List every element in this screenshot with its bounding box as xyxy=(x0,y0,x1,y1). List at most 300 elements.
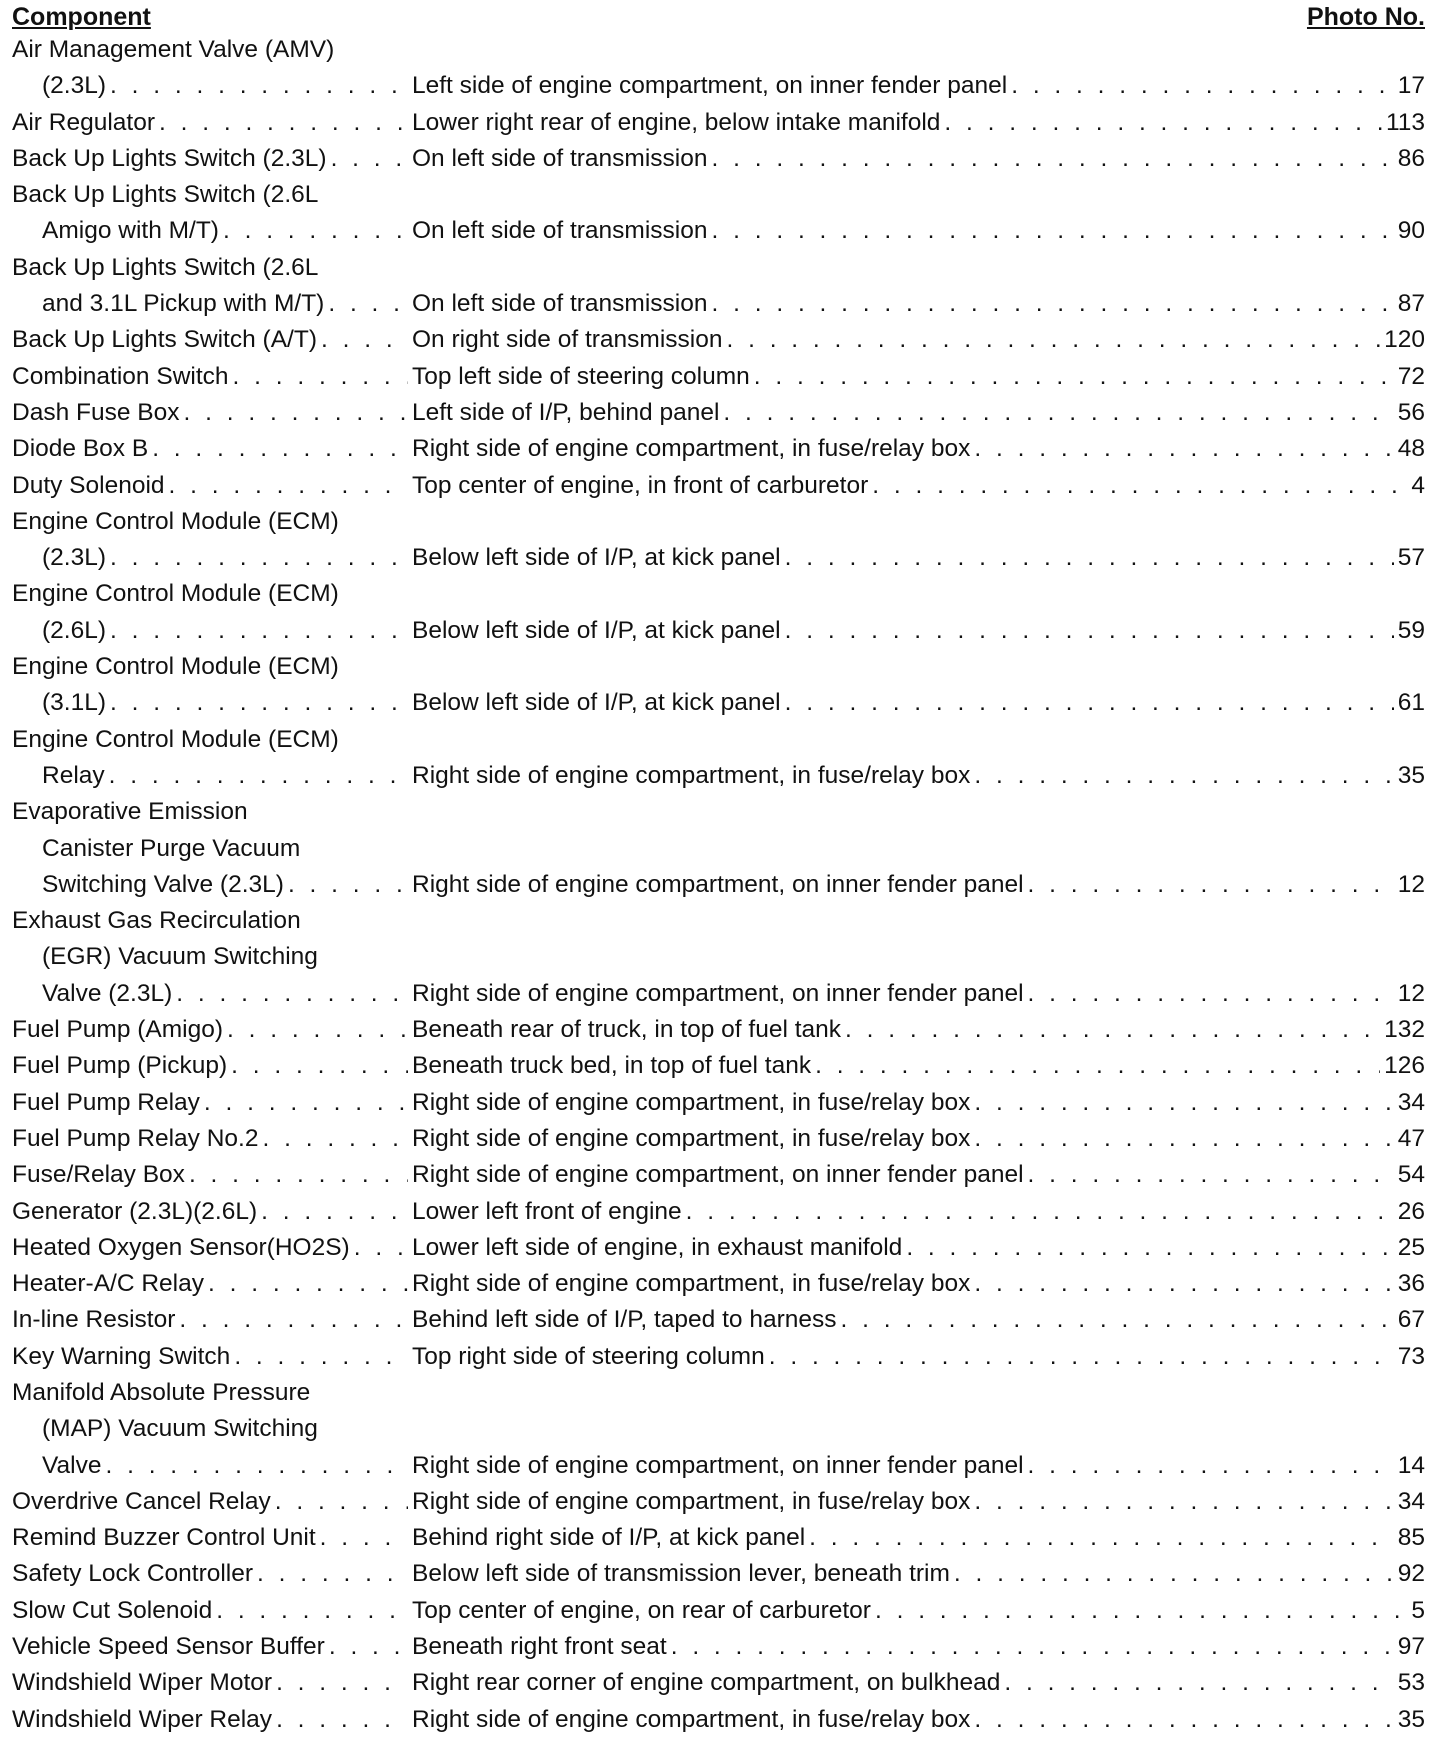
component-name: Back Up Lights Switch (2.6L xyxy=(12,253,319,281)
list-item xyxy=(12,250,1425,286)
photo-number: 73 xyxy=(1397,1342,1425,1370)
dot-leader xyxy=(1028,1157,1394,1193)
list-item xyxy=(12,1012,1425,1048)
dot-leader xyxy=(262,1121,408,1157)
photo-number: 34 xyxy=(1397,1088,1425,1116)
table-header xyxy=(12,0,1425,32)
list-item xyxy=(12,613,1425,649)
component-name: Generator (2.3L)(2.6L) xyxy=(12,1197,258,1225)
photo-number: 90 xyxy=(1397,217,1425,245)
dot-leader xyxy=(906,1230,1393,1266)
component-location-list xyxy=(12,32,1425,1738)
location-text: Below left side of I/P, at kick panel xyxy=(412,544,781,572)
location-text: Beneath rear of truck, in top of fuel tank xyxy=(412,1016,842,1044)
component-cell xyxy=(12,576,412,612)
list-item xyxy=(12,213,1425,249)
list-item xyxy=(12,1302,1425,1338)
component-cell xyxy=(12,649,412,685)
component-name: Evaporative Emission xyxy=(12,798,248,826)
component-name: Slow Cut Solenoid xyxy=(12,1596,213,1624)
location-text: Beneath right front seat xyxy=(412,1633,667,1661)
location-cell xyxy=(412,286,1425,322)
location-cell xyxy=(412,359,1425,395)
component-cell xyxy=(12,1157,412,1193)
dot-leader xyxy=(159,105,408,141)
location-text: Below left side of I/P, at kick panel xyxy=(412,616,781,644)
dot-leader xyxy=(176,976,408,1012)
component-cell xyxy=(12,1266,412,1302)
list-item xyxy=(12,177,1425,213)
dot-leader xyxy=(276,1665,408,1701)
location-text: Left side of engine compartment, on inner fender panel xyxy=(412,72,1008,100)
component-name: Fuel Pump Relay xyxy=(12,1088,200,1116)
dot-leader xyxy=(841,1302,1394,1338)
dot-leader xyxy=(169,468,408,504)
location-cell xyxy=(412,1266,1425,1302)
dot-leader xyxy=(328,286,408,322)
photo-number: 54 xyxy=(1397,1161,1425,1189)
component-cell xyxy=(12,1048,412,1084)
photo-number: 35 xyxy=(1397,1705,1425,1733)
photo-number: 12 xyxy=(1397,870,1425,898)
component-cell xyxy=(12,105,412,141)
location-text: Behind left side of I/P, taped to harness xyxy=(412,1306,837,1334)
component-cell xyxy=(12,1556,412,1592)
component-name: and 3.1L Pickup with M/T) xyxy=(42,290,325,318)
component-name: Engine Control Module (ECM) xyxy=(12,725,339,753)
component-cell xyxy=(12,1629,412,1665)
list-item xyxy=(12,685,1425,721)
location-cell xyxy=(412,1629,1425,1665)
location-text: Right side of engine compartment, in fuse/relay box xyxy=(412,1270,971,1298)
dot-leader xyxy=(1028,976,1394,1012)
dot-leader xyxy=(216,1593,408,1629)
photo-number: 61 xyxy=(1397,689,1425,717)
component-name: Canister Purge Vacuum xyxy=(42,834,301,862)
dot-leader xyxy=(711,141,1393,177)
location-cell xyxy=(412,1702,1425,1738)
list-item xyxy=(12,1665,1425,1701)
photo-number: 26 xyxy=(1397,1197,1425,1225)
location-text: Below left side of transmission lever, beneath trim xyxy=(412,1560,950,1588)
component-name: Fuel Pump Relay No.2 xyxy=(12,1124,259,1152)
list-item xyxy=(12,1593,1425,1629)
dot-leader xyxy=(974,758,1393,794)
dot-leader xyxy=(227,1012,408,1048)
component-name: Fuel Pump (Amigo) xyxy=(12,1016,224,1044)
dot-leader xyxy=(105,1448,408,1484)
photo-number: 12 xyxy=(1397,979,1425,1007)
list-item xyxy=(12,32,1425,68)
component-name: Fuse/Relay Box xyxy=(12,1161,185,1189)
photo-number: 57 xyxy=(1397,544,1425,572)
component-cell xyxy=(12,141,412,177)
component-cell xyxy=(12,540,412,576)
photo-number: 4 xyxy=(1411,471,1425,499)
component-cell xyxy=(12,395,412,431)
list-item xyxy=(12,831,1425,867)
component-name: In-line Resistor xyxy=(12,1306,176,1334)
dot-leader xyxy=(954,1556,1394,1592)
photo-number: 59 xyxy=(1397,616,1425,644)
photo-number: 113 xyxy=(1385,108,1425,136)
location-text: Lower left front of engine xyxy=(412,1197,682,1225)
photo-number: 132 xyxy=(1384,1016,1425,1044)
dot-leader xyxy=(234,1339,408,1375)
component-name: (2.3L) xyxy=(42,544,107,572)
component-name: Relay xyxy=(42,761,105,789)
location-cell xyxy=(412,1448,1425,1484)
component-cell xyxy=(12,685,412,721)
component-cell xyxy=(12,1702,412,1738)
component-cell xyxy=(12,1121,412,1157)
location-text: Right side of engine compartment, in fuse/relay box xyxy=(412,1124,971,1152)
component-name: Back Up Lights Switch (2.3L) xyxy=(12,144,327,172)
component-name: Duty Solenoid xyxy=(12,471,165,499)
location-cell xyxy=(412,1012,1425,1048)
location-cell xyxy=(412,1048,1425,1084)
photo-number: 14 xyxy=(1397,1451,1425,1479)
location-cell xyxy=(412,1121,1425,1157)
dot-leader xyxy=(1028,867,1394,903)
list-item xyxy=(12,1339,1425,1375)
list-item xyxy=(12,722,1425,758)
component-name: Remind Buzzer Control Unit xyxy=(12,1524,316,1552)
component-name: Engine Control Module (ECM) xyxy=(12,507,339,535)
location-text: On left side of transmission xyxy=(412,217,708,245)
dot-leader xyxy=(208,1266,408,1302)
component-name: Switching Valve (2.3L) xyxy=(42,870,284,898)
component-cell xyxy=(12,613,412,649)
location-text: Right side of engine compartment, in fuse/relay box xyxy=(412,1705,971,1733)
dot-leader xyxy=(875,1593,1401,1629)
photo-number: 67 xyxy=(1397,1306,1425,1334)
location-cell xyxy=(412,1665,1425,1701)
list-item xyxy=(12,1448,1425,1484)
component-name: Amigo with M/T) xyxy=(42,217,219,245)
list-item xyxy=(12,903,1425,939)
location-text: Right side of engine compartment, in fuse/relay box xyxy=(412,1088,971,1116)
list-item xyxy=(12,1230,1425,1266)
component-cell xyxy=(12,431,412,467)
component-cell xyxy=(12,322,412,358)
dot-leader xyxy=(231,1048,408,1084)
location-text: Lower left side of engine, in exhaust manifold xyxy=(412,1233,903,1261)
component-name: Vehicle Speed Sensor Buffer xyxy=(12,1633,325,1661)
list-item xyxy=(12,105,1425,141)
list-item xyxy=(12,1629,1425,1665)
location-text: On left side of transmission xyxy=(412,144,708,172)
location-cell xyxy=(412,1194,1425,1230)
component-name: Key Warning Switch xyxy=(12,1342,231,1370)
component-name: Valve xyxy=(42,1451,102,1479)
photo-number: 97 xyxy=(1397,1633,1425,1661)
location-cell xyxy=(412,1085,1425,1121)
list-item xyxy=(12,1411,1425,1447)
component-cell xyxy=(12,1593,412,1629)
dot-leader xyxy=(109,758,408,794)
photo-number: 56 xyxy=(1397,398,1425,426)
dot-leader xyxy=(110,68,408,104)
location-text: On left side of transmission xyxy=(412,290,708,318)
photo-number: 34 xyxy=(1397,1487,1425,1515)
location-cell xyxy=(412,1339,1425,1375)
component-cell xyxy=(12,504,412,540)
component-cell xyxy=(12,903,412,939)
dot-leader xyxy=(110,685,408,721)
list-item xyxy=(12,540,1425,576)
component-cell xyxy=(12,758,412,794)
list-item xyxy=(12,1266,1425,1302)
photo-number-column-header: Photo No. xyxy=(1306,3,1425,31)
component-cell xyxy=(12,722,412,758)
location-cell xyxy=(412,395,1425,431)
location-cell xyxy=(412,540,1425,576)
dot-leader xyxy=(204,1085,408,1121)
dot-leader xyxy=(179,1302,408,1338)
location-cell xyxy=(412,1556,1425,1592)
component-cell xyxy=(12,359,412,395)
component-cell xyxy=(12,831,412,867)
list-item xyxy=(12,867,1425,903)
component-cell xyxy=(12,1302,412,1338)
dot-leader xyxy=(257,1556,408,1592)
location-text: Top center of engine, on rear of carburetor xyxy=(412,1596,871,1624)
dot-leader xyxy=(711,286,1393,322)
location-text: Right side of engine compartment, on inner fender panel xyxy=(412,979,1024,1007)
list-item xyxy=(12,1375,1425,1411)
photo-number: 120 xyxy=(1384,326,1425,354)
component-name: Engine Control Module (ECM) xyxy=(12,580,339,608)
photo-number: 35 xyxy=(1397,761,1425,789)
component-cell xyxy=(12,1448,412,1484)
location-text: Top center of engine, in front of carburetor xyxy=(412,471,869,499)
location-text: Behind right side of I/P, at kick panel xyxy=(412,1524,806,1552)
location-text: Right side of engine compartment, on inner fender panel xyxy=(412,1451,1024,1479)
component-cell xyxy=(12,939,412,975)
photo-number: 92 xyxy=(1397,1560,1425,1588)
dot-leader xyxy=(809,1520,1394,1556)
list-item xyxy=(12,322,1425,358)
dot-leader xyxy=(671,1629,1394,1665)
list-item xyxy=(12,976,1425,1012)
component-name: Windshield Wiper Relay xyxy=(12,1705,273,1733)
component-name: (MAP) Vacuum Switching xyxy=(42,1415,318,1443)
list-item xyxy=(12,1484,1425,1520)
component-cell xyxy=(12,68,412,104)
dot-leader xyxy=(785,685,1394,721)
dot-leader xyxy=(329,1629,408,1665)
location-cell xyxy=(412,613,1425,649)
component-cell xyxy=(12,1194,412,1230)
list-item xyxy=(12,1048,1425,1084)
location-cell xyxy=(412,1520,1425,1556)
component-cell xyxy=(12,1520,412,1556)
location-cell xyxy=(412,867,1425,903)
component-cell xyxy=(12,1411,412,1447)
dot-leader xyxy=(769,1339,1394,1375)
dot-leader xyxy=(1011,68,1394,104)
component-name: Back Up Lights Switch (2.6L xyxy=(12,181,319,209)
list-item xyxy=(12,468,1425,504)
component-name: Manifold Absolute Pressure xyxy=(12,1378,311,1406)
photo-number: 53 xyxy=(1397,1669,1425,1697)
dot-leader xyxy=(110,613,408,649)
list-item xyxy=(12,359,1425,395)
location-cell xyxy=(412,141,1425,177)
list-item xyxy=(12,68,1425,104)
photo-number: 85 xyxy=(1397,1524,1425,1552)
location-cell xyxy=(412,758,1425,794)
list-item xyxy=(12,1520,1425,1556)
location-text: Right side of engine compartment, in fuse/relay box xyxy=(412,761,971,789)
dot-leader xyxy=(110,540,408,576)
component-name: Fuel Pump (Pickup) xyxy=(12,1052,228,1080)
list-item xyxy=(12,576,1425,612)
photo-number: 17 xyxy=(1397,72,1425,100)
dot-leader xyxy=(354,1230,408,1266)
dot-leader xyxy=(276,1702,408,1738)
photo-number: 48 xyxy=(1397,435,1425,463)
dot-leader xyxy=(872,468,1401,504)
list-item xyxy=(12,431,1425,467)
dot-leader xyxy=(974,1121,1393,1157)
list-item xyxy=(12,286,1425,322)
photo-number: 72 xyxy=(1397,362,1425,390)
dot-leader xyxy=(785,540,1394,576)
dot-leader xyxy=(152,431,408,467)
component-name: Windshield Wiper Motor xyxy=(12,1669,273,1697)
component-column-header: Component xyxy=(12,3,151,31)
dot-leader xyxy=(815,1048,1380,1084)
list-item xyxy=(12,649,1425,685)
dot-leader xyxy=(1028,1448,1394,1484)
location-cell xyxy=(412,105,1425,141)
list-item xyxy=(12,758,1425,794)
component-cell xyxy=(12,177,412,213)
location-cell xyxy=(412,68,1425,104)
component-name: Air Management Valve (AMV) xyxy=(12,36,335,63)
component-name: Engine Control Module (ECM) xyxy=(12,653,339,681)
dot-leader xyxy=(1004,1665,1393,1701)
list-item xyxy=(12,939,1425,975)
list-item xyxy=(12,504,1425,540)
location-cell xyxy=(412,1230,1425,1266)
component-name: Exhaust Gas Recirculation xyxy=(12,907,301,935)
dot-leader xyxy=(261,1194,408,1230)
component-cell xyxy=(12,1375,412,1411)
dot-leader xyxy=(288,867,408,903)
location-text: Below left side of I/P, at kick panel xyxy=(412,689,781,717)
component-cell xyxy=(12,213,412,249)
dot-leader xyxy=(331,141,408,177)
dot-leader xyxy=(723,395,1393,431)
dot-leader xyxy=(974,1266,1393,1302)
component-cell xyxy=(12,976,412,1012)
dot-leader xyxy=(845,1012,1380,1048)
location-cell xyxy=(412,468,1425,504)
component-name: Dash Fuse Box xyxy=(12,398,180,426)
location-text: Right side of engine compartment, in fuse/relay box xyxy=(412,435,971,463)
dot-leader xyxy=(223,213,408,249)
list-item xyxy=(12,1157,1425,1193)
dot-leader xyxy=(711,213,1393,249)
component-cell xyxy=(12,867,412,903)
location-text: Beneath truck bed, in top of fuel tank xyxy=(412,1052,812,1080)
dot-leader xyxy=(944,105,1382,141)
dot-leader xyxy=(233,359,408,395)
location-cell xyxy=(412,431,1425,467)
component-cell xyxy=(12,1665,412,1701)
location-text: Left side of I/P, behind panel xyxy=(412,398,720,426)
dot-leader xyxy=(754,359,1394,395)
dot-leader xyxy=(321,322,408,358)
location-text: Right rear corner of engine compartment, on bulkhead xyxy=(412,1669,1001,1697)
component-cell xyxy=(12,286,412,322)
component-name: (2.6L) xyxy=(42,616,107,644)
component-cell xyxy=(12,32,412,68)
component-cell xyxy=(12,468,412,504)
component-name: Overdrive Cancel Relay xyxy=(12,1487,271,1515)
location-cell xyxy=(412,322,1425,358)
component-cell xyxy=(12,1484,412,1520)
component-cell xyxy=(12,1012,412,1048)
location-cell xyxy=(412,1157,1425,1193)
location-cell xyxy=(412,685,1425,721)
dot-leader xyxy=(785,613,1394,649)
list-item xyxy=(12,1556,1425,1592)
photo-number: 5 xyxy=(1411,1596,1425,1624)
location-text: On right side of transmission xyxy=(412,326,723,354)
dot-leader xyxy=(184,395,409,431)
component-name: Air Regulator xyxy=(12,108,155,136)
photo-number: 86 xyxy=(1397,144,1425,172)
list-item xyxy=(12,794,1425,830)
location-cell xyxy=(412,1593,1425,1629)
component-name: Diode Box B xyxy=(12,435,149,463)
location-cell xyxy=(412,976,1425,1012)
location-text: Top left side of steering column xyxy=(412,362,750,390)
photo-number: 126 xyxy=(1384,1052,1425,1080)
dot-leader xyxy=(974,1085,1393,1121)
component-name: Heated Oxygen Sensor(HO2S) xyxy=(12,1233,350,1261)
photo-number: 47 xyxy=(1397,1124,1425,1152)
component-name: Heater-A/C Relay xyxy=(12,1270,204,1298)
list-item xyxy=(12,395,1425,431)
component-cell xyxy=(12,1230,412,1266)
list-item xyxy=(12,1121,1425,1157)
location-cell xyxy=(412,213,1425,249)
location-text: Right side of engine compartment, on inner fender panel xyxy=(412,1161,1024,1189)
dot-leader xyxy=(686,1194,1394,1230)
dot-leader xyxy=(974,1702,1393,1738)
component-name: Safety Lock Controller xyxy=(12,1560,254,1588)
dot-leader xyxy=(974,1484,1393,1520)
component-name: (3.1L) xyxy=(42,689,107,717)
location-text: Right side of engine compartment, on inner fender panel xyxy=(412,870,1024,898)
photo-number: 25 xyxy=(1397,1233,1425,1261)
component-cell xyxy=(12,1085,412,1121)
dot-leader xyxy=(275,1484,408,1520)
location-text: Top right side of steering column xyxy=(412,1342,765,1370)
photo-number: 87 xyxy=(1397,290,1425,318)
dot-leader xyxy=(726,322,1380,358)
list-item xyxy=(12,1085,1425,1121)
photo-number: 36 xyxy=(1397,1270,1425,1298)
location-cell xyxy=(412,1484,1425,1520)
component-name: (2.3L) xyxy=(42,72,107,100)
dot-leader xyxy=(974,431,1393,467)
